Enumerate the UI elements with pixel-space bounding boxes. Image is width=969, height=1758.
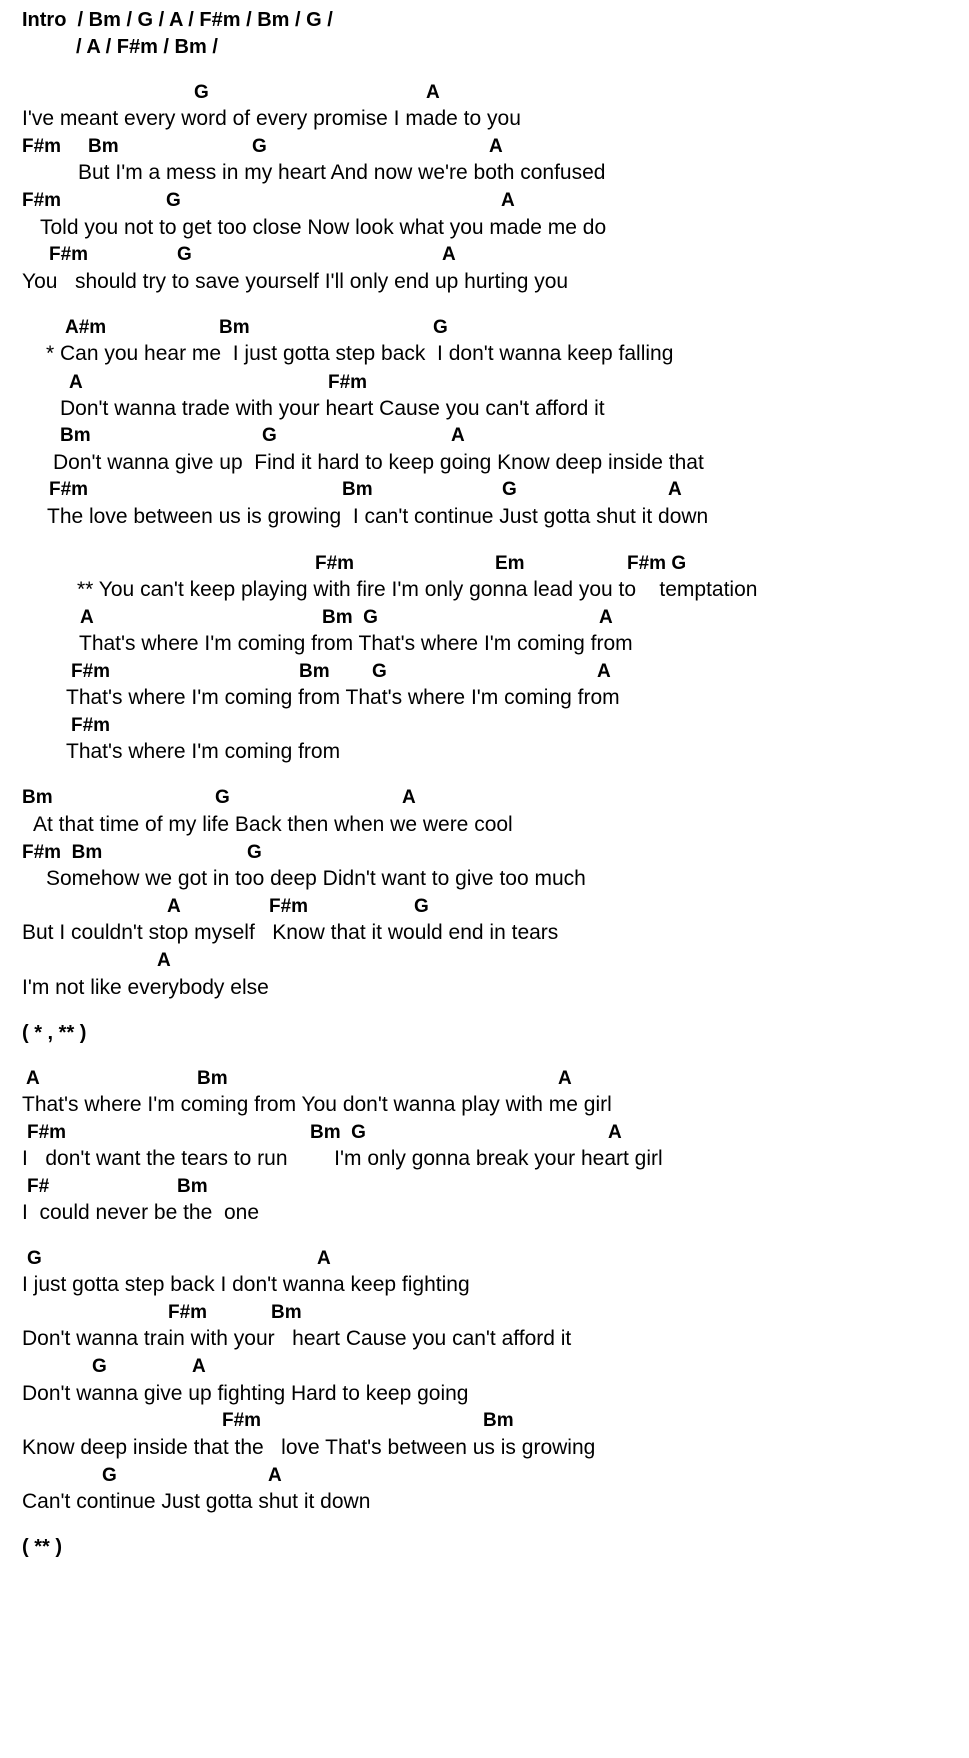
chord: Bm [483, 1410, 514, 1431]
chord: A [597, 661, 611, 682]
chord: A [558, 1068, 572, 1089]
repeat-marker: ( ** ) [22, 1536, 62, 1558]
repeat-marker: ( * , ** ) [22, 1022, 87, 1044]
chord: G [252, 136, 267, 157]
lyric-line: Don't wanna give up Find it hard to keep going Know deep inside that [53, 451, 704, 474]
chord: F#m [49, 479, 89, 500]
chord: G [102, 1465, 117, 1486]
chord: F#m G [627, 553, 687, 574]
chord: A [268, 1465, 282, 1486]
lyric-line: I'm not like everybody else [22, 976, 269, 999]
lyric-line: Somehow we got in too deep Didn't want to give too much [46, 867, 586, 890]
chord: Bm G [310, 1122, 366, 1143]
chord: G [177, 244, 192, 265]
chord: G [194, 82, 209, 103]
lyric-line: Told you not to get too close Now look what you made me do [40, 216, 607, 239]
lyric-line: I don't want the tears to run I'm only gonna break your heart girl [22, 1147, 663, 1170]
chord: A [442, 244, 456, 265]
chord: A [69, 372, 83, 393]
chord: A [80, 607, 94, 628]
chord: G [502, 479, 517, 500]
chord: A [317, 1248, 331, 1269]
chord: A [668, 479, 682, 500]
intro-line-2: / A / F#m / Bm / [76, 36, 218, 58]
chord: A [451, 425, 465, 446]
chord: A [489, 136, 503, 157]
lyric-line: That's where I'm coming from That's where I'm coming from [79, 632, 633, 655]
lyric-line: I could never be the one [22, 1201, 259, 1224]
chord: Bm [197, 1068, 228, 1089]
chord: F#m [315, 553, 355, 574]
chord: Bm [342, 479, 373, 500]
chord: F#m [71, 661, 111, 682]
chord: A [157, 950, 171, 971]
lyric-line: At that time of my life Back then when we were cool [33, 813, 513, 836]
chord: A [26, 1068, 40, 1089]
chord: G [215, 787, 230, 808]
chord: A [501, 190, 515, 211]
lyric-line: Know deep inside that the love That's between us is growing [22, 1436, 596, 1459]
lyric-line: * Can you hear me I just gotta step back I don't wanna keep falling [46, 342, 674, 365]
chord: Bm [219, 317, 250, 338]
lyric-line: But I couldn't stop myself Know that it would end in tears [22, 921, 559, 944]
chord: A#m [65, 317, 107, 338]
chord: F#m [328, 372, 368, 393]
chord: A [402, 787, 416, 808]
lyric-line: That's where I'm coming from You don't wanna play with me girl [22, 1093, 612, 1116]
chord: A [192, 1356, 206, 1377]
chord: Bm [22, 787, 53, 808]
chord: F#m [27, 1122, 67, 1143]
chord: Bm G [322, 607, 378, 628]
chord: G [372, 661, 387, 682]
lyric-line: That's where I'm coming from [66, 740, 341, 763]
lyric-line: Can't continue Just gotta shut it down [22, 1490, 371, 1513]
lyric-line: Don't wanna trade with your heart Cause you can't afford it [60, 397, 605, 420]
lyric-line: That's where I'm coming from That's where I'm coming from [66, 686, 620, 709]
chord: F#m [49, 244, 89, 265]
lyric-line: You should try to save yourself I'll only end up hurting you [22, 270, 569, 293]
chord: Bm [88, 136, 119, 157]
chord: F#m [222, 1410, 262, 1431]
chord: A [599, 607, 613, 628]
chord: A [608, 1122, 622, 1143]
intro-line-1: Intro / Bm / G / A / F#m / Bm / G / [22, 9, 333, 31]
chord: F#m [168, 1302, 208, 1323]
chord: G [92, 1356, 107, 1377]
lyric-line: I just gotta step back I don't wanna keep fighting [22, 1273, 470, 1296]
chord: F#m [269, 896, 309, 917]
lyric-line: Don't wanna train with your heart Cause you can't afford it [22, 1327, 572, 1350]
chord: A [167, 896, 181, 917]
chord: F#m [22, 190, 62, 211]
chord: Bm [299, 661, 330, 682]
chord: Bm [177, 1176, 208, 1197]
chord: G [166, 190, 181, 211]
chord: Bm [60, 425, 91, 446]
chord: Em [495, 553, 525, 574]
lyric-line: The love between us is growing I can't continue Just gotta shut it down [47, 505, 709, 528]
chord: F# [27, 1176, 50, 1197]
lyric-line: I've meant every word of every promise I made to you [22, 107, 521, 130]
lyric-line: Don't wanna give up fighting Hard to keep going [22, 1382, 469, 1405]
chord: G [27, 1248, 42, 1269]
chord: F#m Bm [22, 842, 103, 863]
chord: A [426, 82, 440, 103]
chord: G [262, 425, 277, 446]
chord: F#m [71, 715, 111, 736]
chord: F#m [22, 136, 62, 157]
chord: G [433, 317, 448, 338]
chord: G [414, 896, 429, 917]
chord: Bm [271, 1302, 302, 1323]
chord: G [247, 842, 262, 863]
lyric-line: ** You can't keep playing with fire I'm only gonna lead you to temptation [77, 578, 758, 601]
lyric-line: But I'm a mess in my heart And now we're both confused [78, 161, 606, 184]
